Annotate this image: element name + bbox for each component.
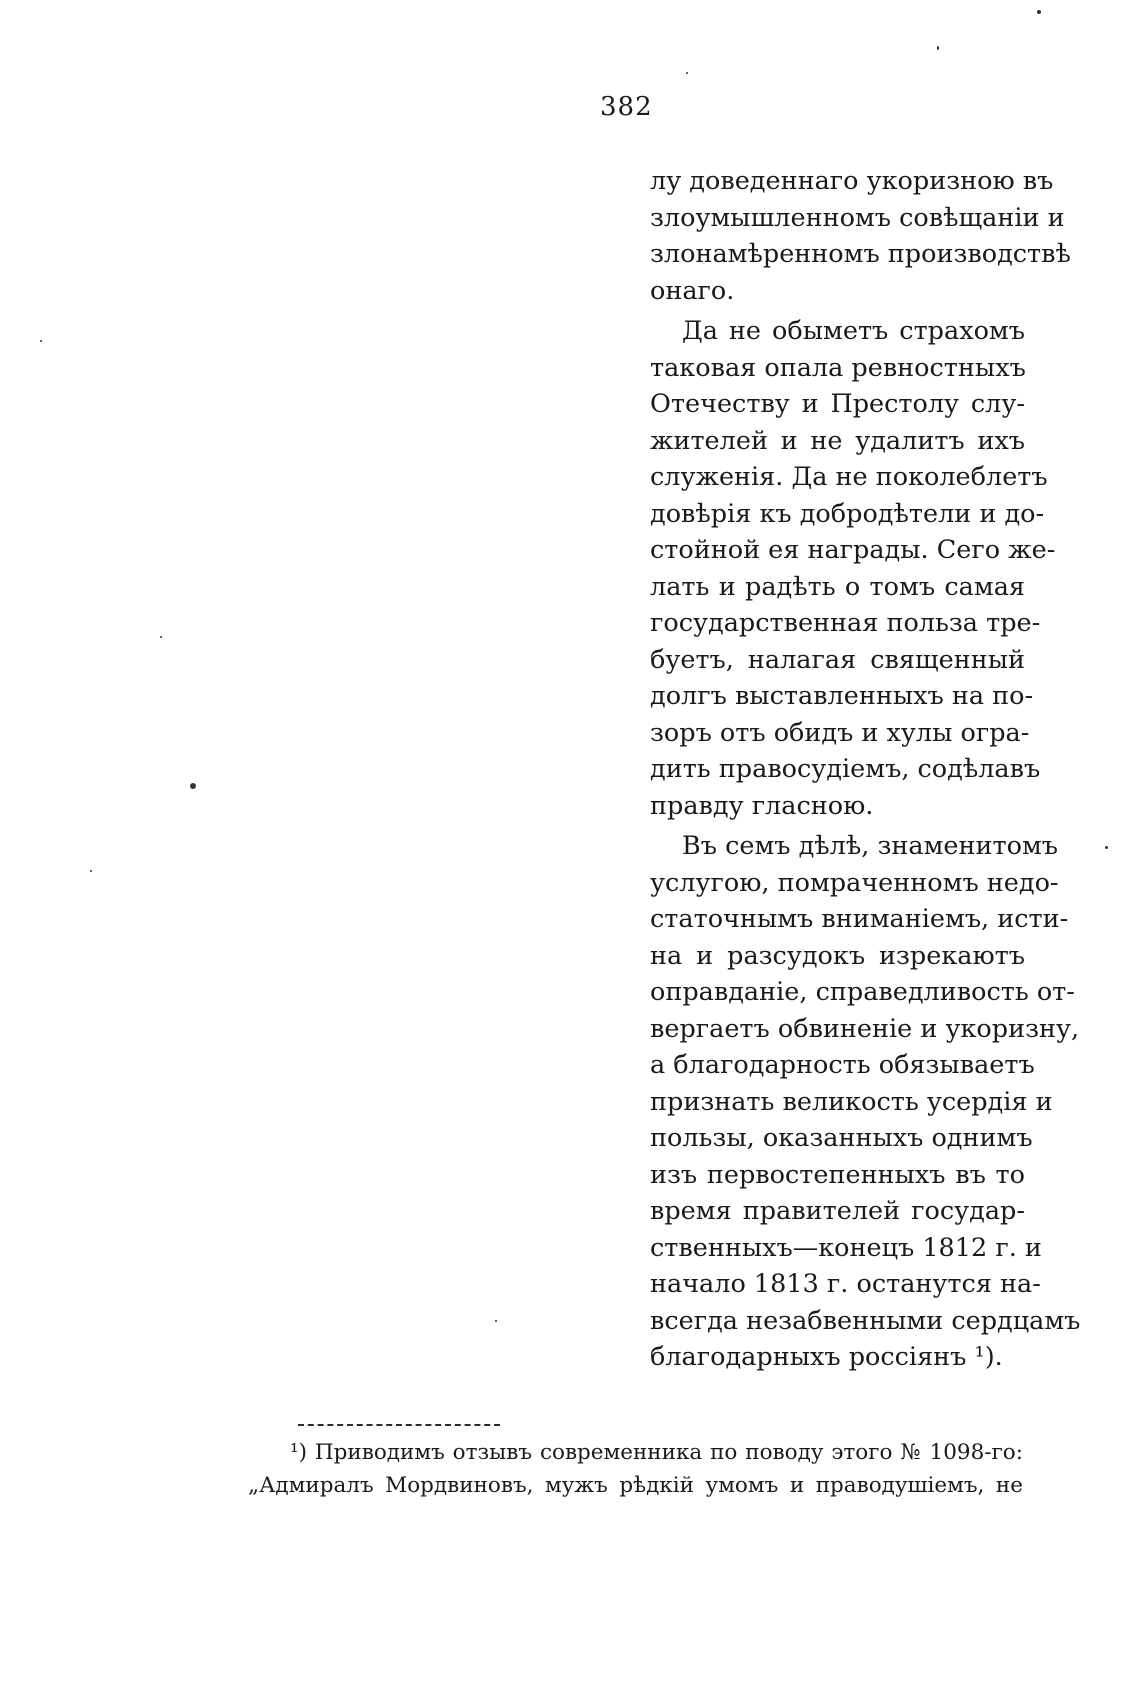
text-line: вергаетъ обвиненiе и укоризну, bbox=[650, 1013, 1080, 1044]
page-number: 382 bbox=[600, 92, 653, 122]
text-line: статочнымъ вниманiемъ, исти- bbox=[650, 904, 1069, 934]
text-line: признать великость усердiя и bbox=[650, 1086, 1053, 1117]
scan-speck bbox=[1037, 10, 1041, 14]
text-line: довѣрiя къ добродѣтели и до- bbox=[650, 498, 1045, 529]
scan-speck bbox=[495, 1320, 497, 1322]
paragraph bbox=[650, 313, 1056, 824]
main-text-column bbox=[650, 163, 1081, 1376]
paragraph bbox=[650, 828, 1081, 1376]
text-line: онаго. bbox=[650, 275, 735, 306]
scan-speck bbox=[160, 636, 162, 638]
text-line: а благодарность обязываетъ bbox=[650, 1050, 1035, 1080]
text-line: всегда незабвенными сердцамъ bbox=[650, 1305, 1081, 1336]
text-line: начало 1813 г. останутся на- bbox=[650, 1269, 1041, 1299]
text-line: служенiя. Да не поколеблетъ bbox=[650, 462, 1048, 492]
text-line: злонамѣренномъ производствѣ bbox=[650, 239, 1071, 269]
paragraph bbox=[650, 163, 1071, 309]
text-line: лу доведеннаго укоризною въ bbox=[650, 166, 1054, 196]
footnote bbox=[248, 1436, 1023, 1502]
text-line: злоумышленномъ совѣщанiи и bbox=[650, 202, 1065, 233]
text-line: правду гласною. bbox=[650, 790, 874, 821]
scan-speck bbox=[40, 340, 42, 342]
text-line: стойной ея награды. Сего же- bbox=[650, 535, 1056, 565]
scan-speck bbox=[686, 72, 688, 74]
scan-speck bbox=[190, 783, 196, 789]
text-line: буетъ, налагая священный bbox=[650, 644, 1025, 675]
text-line: услугою, помраченномъ недо- bbox=[650, 867, 1059, 898]
scan-speck bbox=[90, 870, 92, 872]
text-line: лать и радѣть о томъ самая bbox=[650, 571, 1025, 602]
text-line: жителей и не удалитъ ихъ bbox=[650, 425, 1025, 456]
text-line: дить правосудiемъ, содѣлавъ bbox=[650, 754, 1041, 784]
footnote-line: „Адмиралъ Мордвиновъ, мужъ рѣдкiй умомъ и праводушiемъ, не bbox=[248, 1473, 1023, 1498]
text-line: на и разсудокъ изрекаютъ bbox=[650, 940, 1025, 971]
text-line: изъ первостепенныхъ въ то bbox=[650, 1159, 1025, 1190]
text-line: Въ семъ дѣлѣ, знаменитомъ bbox=[682, 831, 1059, 861]
text-line: государственная польза тре- bbox=[650, 608, 1041, 638]
text-line: время правителей государ- bbox=[650, 1196, 1025, 1226]
text-line: долгъ выставленныхъ на по- bbox=[650, 681, 1034, 711]
text-line: зоръ отъ обидъ и хулы огра- bbox=[650, 717, 1030, 748]
text-line: благодарныхъ россiянъ ¹). bbox=[650, 1342, 1003, 1372]
text-line: оправданiе, справедливость от- bbox=[650, 977, 1075, 1007]
text-line: Да не обыметъ страхомъ bbox=[682, 316, 1025, 346]
text-line: Отечеству и Престолу слу- bbox=[650, 389, 1025, 419]
footnote-line: ¹) Приводимъ отзывъ современника по поводу этого № 1098-го: bbox=[290, 1440, 1023, 1465]
footnote-separator bbox=[298, 1424, 500, 1426]
text-line: таковая опала ревностныхъ bbox=[650, 352, 1026, 383]
scan-speck bbox=[1105, 846, 1108, 849]
text-line: ственныхъ—конецъ 1812 г. и bbox=[650, 1232, 1042, 1263]
text-line: пользы, оказанныхъ однимъ bbox=[650, 1123, 1033, 1153]
scan-speck bbox=[937, 46, 939, 50]
